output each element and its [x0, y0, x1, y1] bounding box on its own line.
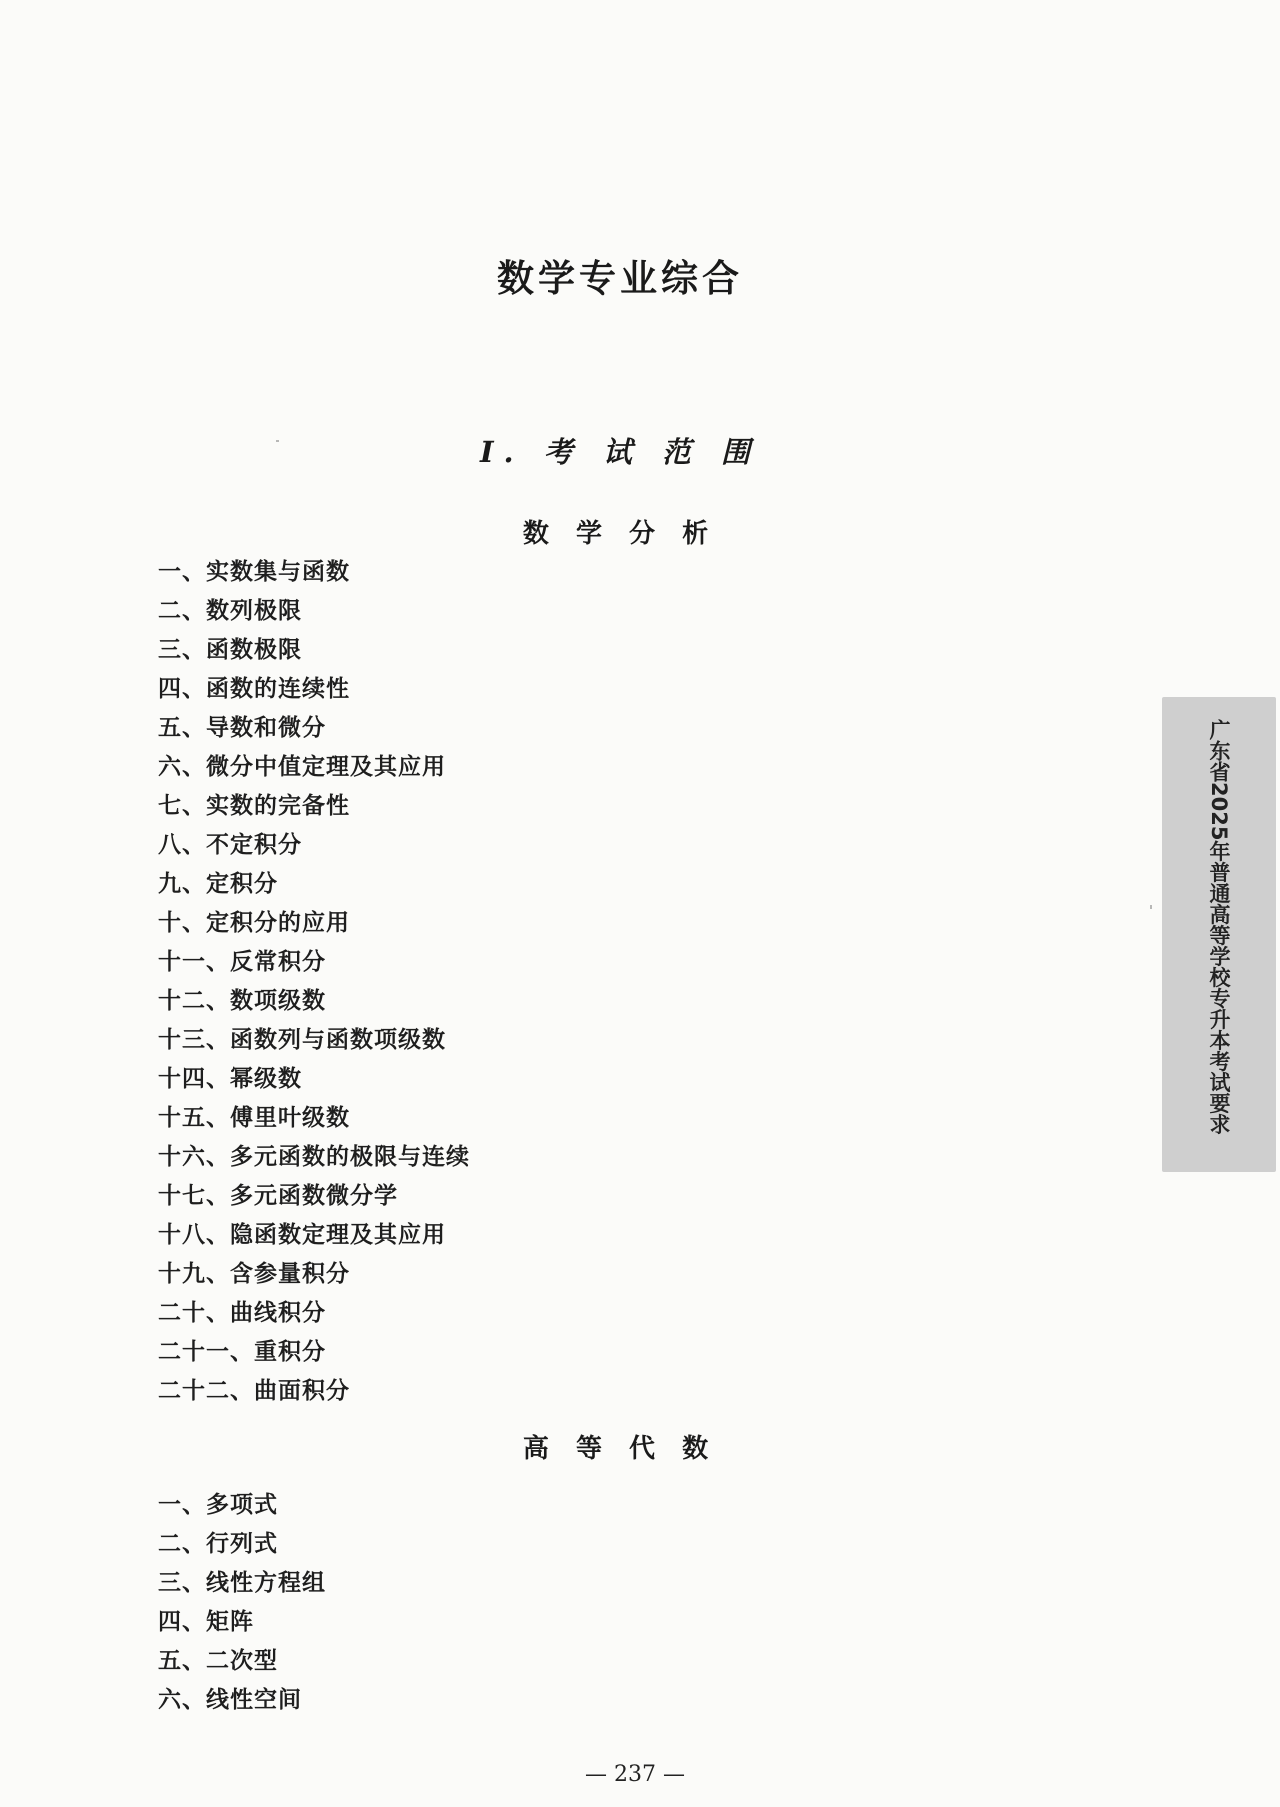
list-item: 十七、多元函数微分学: [158, 1183, 398, 1209]
list-item: 十三、函数列与函数项级数: [158, 1027, 446, 1053]
list-item: 十、定积分的应用: [158, 910, 350, 936]
list-item: 四、矩阵: [158, 1609, 254, 1635]
document-title: 数学专业综合: [497, 257, 743, 300]
side-tab-label: 广东省2025年普通高等学校专升本考试要求: [1207, 719, 1231, 1135]
list-item: 一、实数集与函数: [158, 559, 350, 585]
subject-heading-advanced-algebra: 高 等 代 数: [522, 1434, 718, 1464]
list-item: 六、微分中值定理及其应用: [158, 754, 446, 780]
list-item: 三、函数极限: [158, 637, 302, 663]
page-number: — 237 —: [585, 1762, 685, 1787]
list-item: 十六、多元函数的极限与连续: [158, 1144, 470, 1170]
list-item: 五、二次型: [158, 1648, 278, 1674]
list-item: 十二、数项级数: [158, 988, 326, 1014]
list-item: 十一、反常积分: [158, 949, 326, 975]
list-item: 二、数列极限: [158, 598, 302, 624]
advanced-algebra-topic-list: [158, 1486, 326, 1720]
subject-heading-math-analysis: 数 学 分 析: [522, 519, 718, 549]
list-item: 四、函数的连续性: [158, 676, 350, 702]
list-item: 十八、隐函数定理及其应用: [158, 1222, 446, 1248]
scan-speck: [1150, 905, 1152, 909]
list-item: 二十、曲线积分: [158, 1300, 326, 1326]
list-item: 十九、含参量积分: [158, 1261, 350, 1287]
list-item: 一、多项式: [158, 1492, 278, 1518]
list-item: 六、线性空间: [158, 1687, 302, 1713]
list-item: 五、导数和微分: [158, 715, 326, 741]
math-analysis-topic-list: [158, 553, 470, 1411]
side-tab: [1162, 697, 1276, 1172]
section-heading-exam-scope: Ⅰ. 考 试 范 围: [479, 435, 761, 469]
list-item: 七、实数的完备性: [158, 793, 350, 819]
list-item: 二、行列式: [158, 1531, 278, 1557]
list-item: 二十一、重积分: [158, 1339, 326, 1365]
list-item: 八、不定积分: [158, 832, 302, 858]
list-item: 十四、幂级数: [158, 1066, 302, 1092]
list-item: 三、线性方程组: [158, 1570, 326, 1596]
list-item: 二十二、曲面积分: [158, 1378, 350, 1404]
list-item: 九、定积分: [158, 871, 278, 897]
list-item: 十五、傅里叶级数: [158, 1105, 350, 1131]
